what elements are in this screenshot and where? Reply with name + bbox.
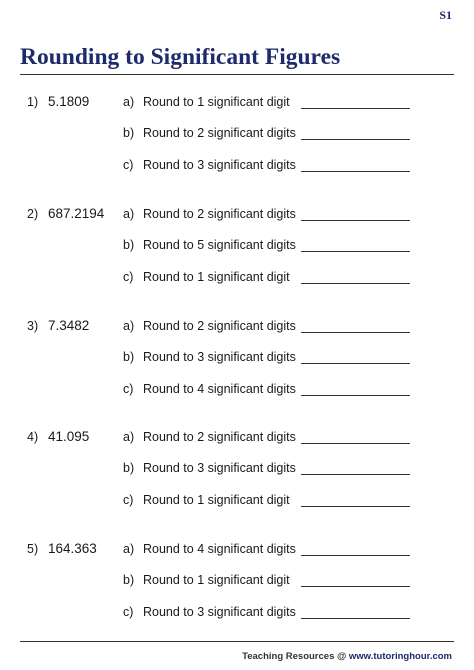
problem-part (0, 350, 474, 368)
problem-part (0, 542, 474, 560)
part-instruction: Round to 2 significant digits (143, 319, 296, 333)
problem-number: 4) (27, 430, 39, 444)
problem-part (0, 573, 474, 591)
part-label: b) (123, 461, 135, 475)
answer-line[interactable] (301, 332, 410, 333)
part-label: c) (123, 270, 134, 284)
part-label: a) (123, 95, 135, 109)
problem-number: 1) (27, 95, 39, 109)
answer-line[interactable] (301, 363, 410, 364)
problem-value: 164.363 (48, 541, 97, 556)
part-label: c) (123, 493, 134, 507)
problem-1 (0, 95, 474, 195)
part-instruction: Round to 1 significant digit (143, 573, 290, 587)
part-label: b) (123, 126, 135, 140)
answer-line[interactable] (301, 443, 410, 444)
part-label: b) (123, 573, 135, 587)
part-instruction: Round to 1 significant digit (143, 493, 290, 507)
footer-divider (20, 641, 454, 642)
problem-number: 2) (27, 207, 39, 221)
problem-part (0, 461, 474, 479)
problem-part (0, 382, 474, 400)
problem-part (0, 207, 474, 225)
problem-part (0, 605, 474, 623)
problem-value: 687.2194 (48, 206, 105, 221)
problem-part (0, 270, 474, 288)
answer-line[interactable] (301, 108, 410, 109)
part-label: a) (123, 542, 135, 556)
part-label: c) (123, 605, 134, 619)
problem-part (0, 95, 474, 113)
problem-number: 3) (27, 319, 39, 333)
part-instruction: Round to 3 significant digits (143, 350, 296, 364)
part-label: c) (123, 158, 134, 172)
part-label: a) (123, 319, 135, 333)
answer-line[interactable] (301, 586, 410, 587)
problem-part (0, 126, 474, 144)
part-label: b) (123, 350, 135, 364)
set-code: S1 (439, 8, 452, 22)
answer-line[interactable] (301, 139, 410, 140)
problem-3 (0, 319, 474, 419)
problem-4 (0, 430, 474, 530)
page-title: Rounding to Significant Figures (20, 44, 341, 70)
problem-5 (0, 542, 474, 642)
part-instruction: Round to 1 significant digit (143, 270, 290, 284)
answer-line[interactable] (301, 618, 410, 619)
problem-2 (0, 207, 474, 307)
part-instruction: Round to 4 significant digits (143, 542, 296, 556)
part-instruction: Round to 4 significant digits (143, 382, 296, 396)
problem-value: 7.3482 (48, 318, 90, 333)
answer-line[interactable] (301, 251, 410, 252)
part-label: c) (123, 382, 134, 396)
part-instruction: Round to 3 significant digits (143, 158, 296, 172)
part-label: a) (123, 430, 135, 444)
answer-line[interactable] (301, 555, 410, 556)
part-label: b) (123, 238, 135, 252)
part-label: a) (123, 207, 135, 221)
part-instruction: Round to 3 significant digits (143, 461, 296, 475)
problem-part (0, 158, 474, 176)
problem-part (0, 493, 474, 511)
answer-line[interactable] (301, 506, 410, 507)
answer-line[interactable] (301, 395, 410, 396)
problem-part (0, 430, 474, 448)
answer-line[interactable] (301, 171, 410, 172)
part-instruction: Round to 3 significant digits (143, 605, 296, 619)
footer-prefix: Teaching Resources @ (242, 651, 349, 662)
answer-line[interactable] (301, 220, 410, 221)
footer-site-link[interactable]: www.tutoringhour.com (348, 651, 452, 662)
footer (242, 651, 452, 662)
problem-value: 41.095 (48, 429, 90, 444)
part-instruction: Round to 2 significant digits (143, 126, 296, 140)
problem-value: 5.1809 (48, 94, 90, 109)
title-divider (20, 74, 454, 75)
problem-part (0, 238, 474, 256)
answer-line[interactable] (301, 474, 410, 475)
part-instruction: Round to 1 significant digit (143, 95, 290, 109)
part-instruction: Round to 5 significant digits (143, 238, 296, 252)
answer-line[interactable] (301, 283, 410, 284)
problem-number: 5) (27, 542, 39, 556)
part-instruction: Round to 2 significant digits (143, 207, 296, 221)
part-instruction: Round to 2 significant digits (143, 430, 296, 444)
problem-part (0, 319, 474, 337)
